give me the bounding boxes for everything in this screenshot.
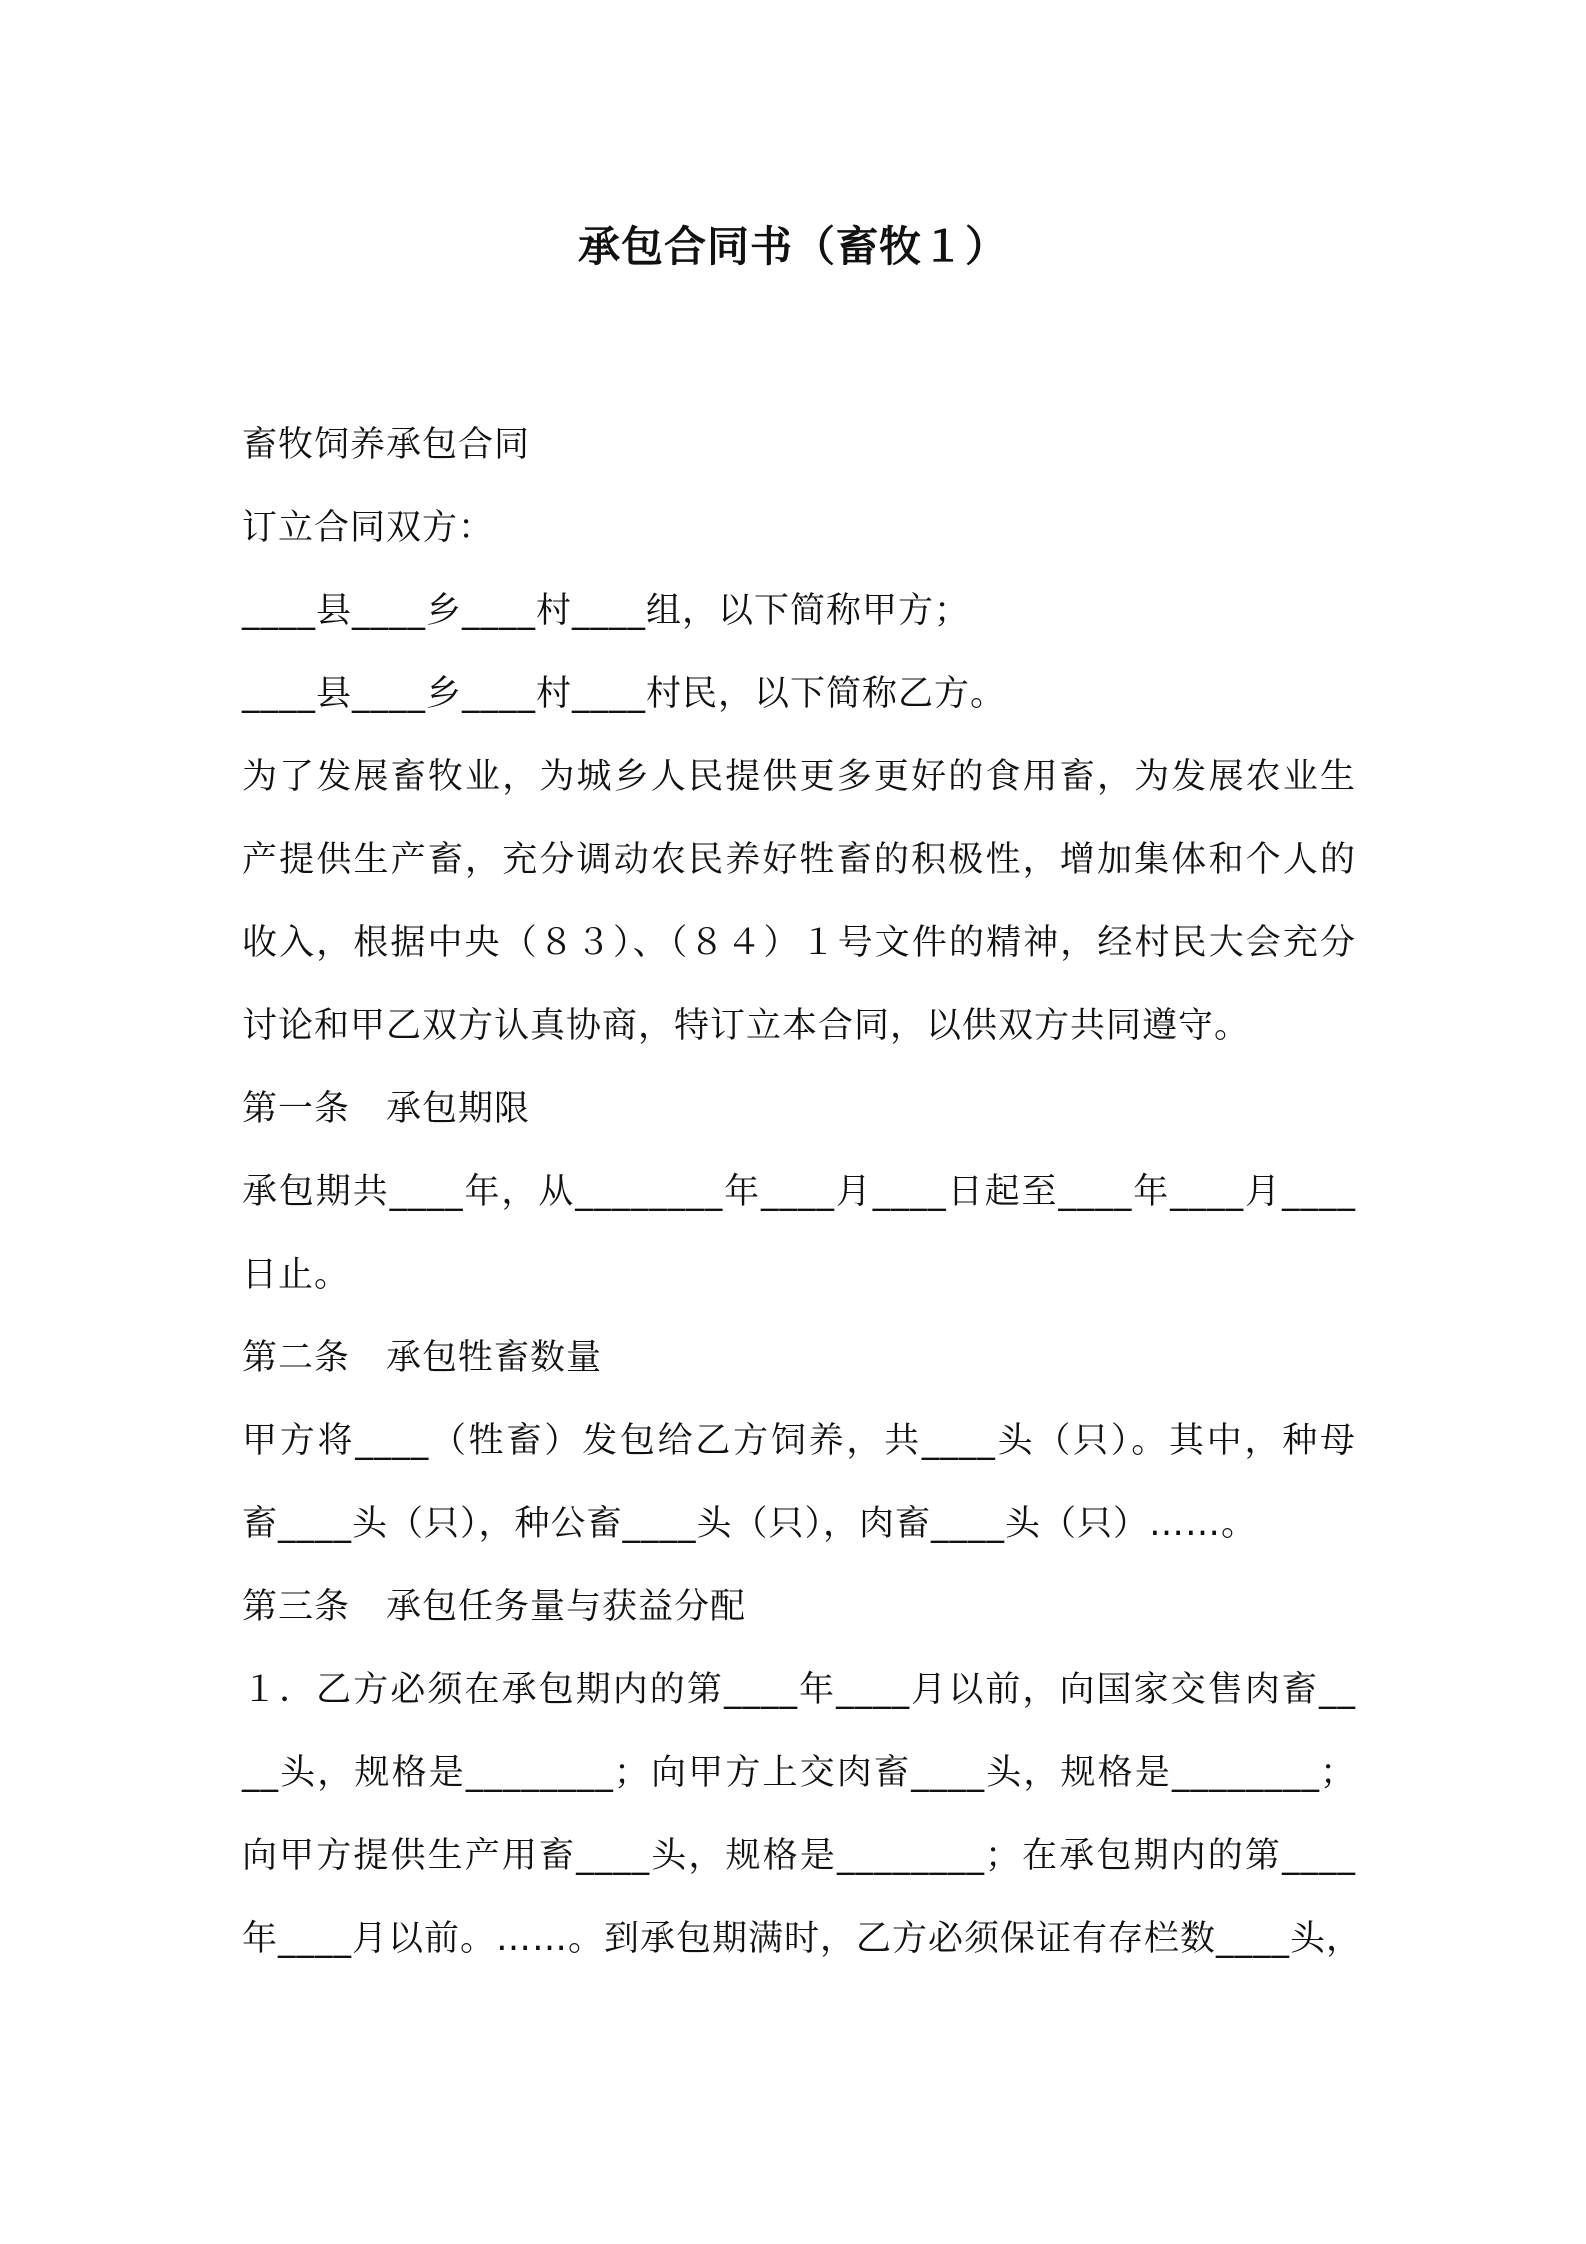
article-2-line-1: 甲方将____（牲畜）发包给乙方饲养，共____头（只）。其中，种母 xyxy=(242,1421,1356,1461)
preamble-line-3: 收入，根据中央（８３）、（８４）１号文件的精神，经村民大会充分 xyxy=(242,923,1356,963)
heading-parties: 订立合同双方： xyxy=(242,508,495,548)
heading-contract-name: 畜牧饲养承包合同 xyxy=(242,425,531,465)
party-a-line: ____县____乡____村____组，以下简称甲方； xyxy=(242,591,971,631)
article-3-line-1: １．乙方必须在承包期内的第____年____月以前，向国家交售肉畜__ xyxy=(242,1670,1356,1710)
article-1-heading: 第一条 承包期限 xyxy=(242,1089,531,1129)
party-b-line: ____县____乡____村____村民，以下简称乙方。 xyxy=(242,674,1007,714)
preamble-line-2: 产提供生产畜，充分调动农民养好牲畜的积极性，增加集体和个人的 xyxy=(242,840,1356,880)
article-3-line-2: __头，规格是________；向甲方上交肉畜____头，规格是________； xyxy=(242,1753,1356,1793)
article-2-heading: 第二条 承包牲畜数量 xyxy=(242,1338,603,1378)
article-3-heading: 第三条 承包任务量与获益分配 xyxy=(242,1587,747,1627)
document-title: 承包合同书（畜牧１） xyxy=(577,222,1008,271)
article-3-line-3: 向甲方提供生产用畜____头，规格是________；在承包期内的第____ xyxy=(242,1836,1356,1876)
article-2-line-2: 畜____头（只），种公畜____头（只），肉畜____头（只）……。 xyxy=(242,1504,1258,1544)
document-body xyxy=(242,404,1363,1981)
preamble-line-1: 为了发展畜牧业，为城乡人民提供更多更好的食用畜，为发展农业生 xyxy=(242,757,1356,797)
preamble-line-4: 讨论和甲乙双方认真协商，特订立本合同，以供双方共同遵守。 xyxy=(242,1006,1251,1046)
article-1-line-2: 日止。 xyxy=(242,1255,351,1295)
article-3-line-4: 年____月以前。……。到承包期满时，乙方必须保证有存栏数____头， xyxy=(242,1919,1363,1959)
article-1-line-1: 承包期共____年，从________年____月____日起至____年____月____ xyxy=(242,1172,1356,1212)
